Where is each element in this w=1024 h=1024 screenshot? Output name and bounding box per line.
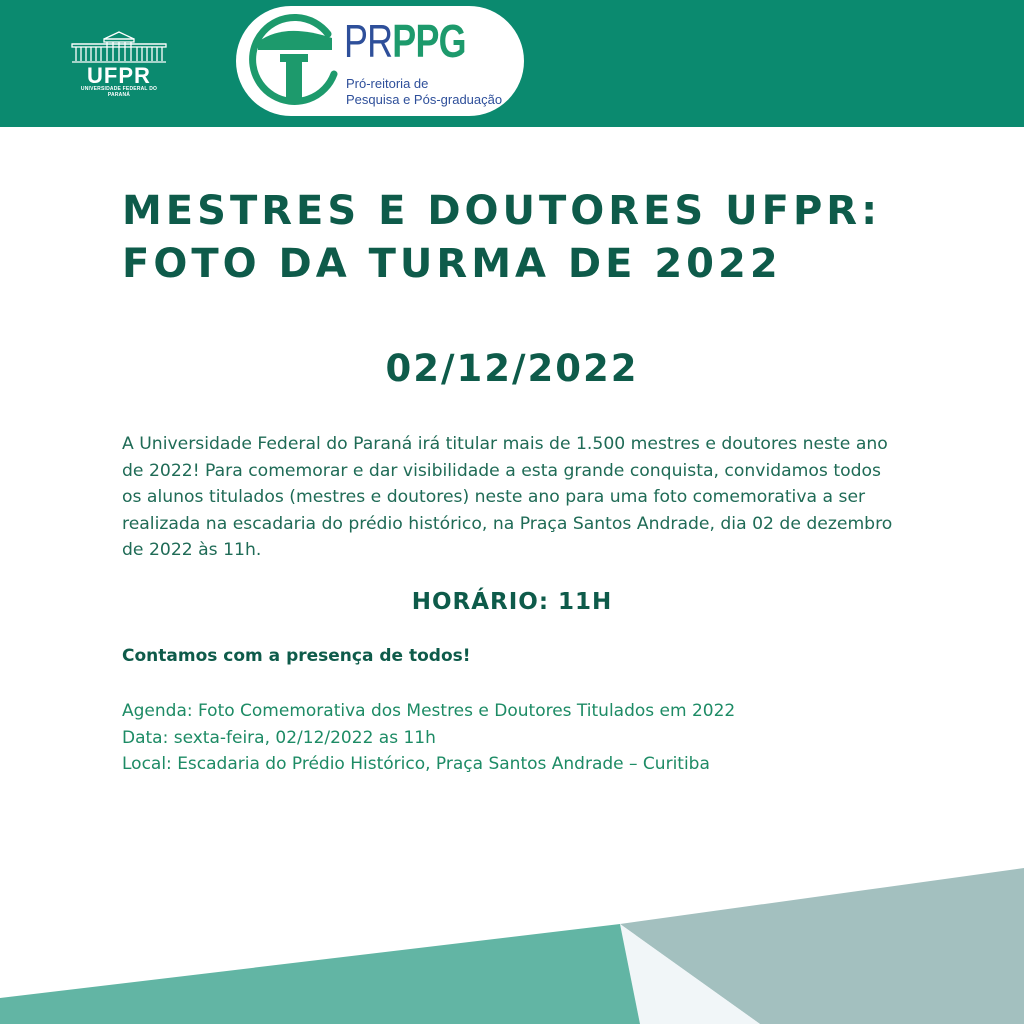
event-date: 02/12/2022 — [385, 347, 639, 390]
prppg-acronym-pr: PR — [344, 15, 393, 67]
closing-message: Contamos com a presença de todos! — [122, 646, 471, 666]
header-banner — [0, 0, 1024, 127]
details-agenda: Agenda: Foto Comemorativa dos Mestres e Doutores Titulados em 2022 — [122, 701, 736, 721]
prppg-subtitle-line1: Pró-reitoria de — [346, 76, 429, 91]
prppg-subtitle-line2: Pesquisa e Pós-graduação — [346, 92, 503, 107]
ufpr-logo-text: UFPR — [87, 63, 151, 88]
title-line1: MESTRES E DOUTORES UFPR: — [122, 188, 882, 234]
ufpr-building-icon — [70, 30, 168, 64]
details-date: Data: sexta-feira, 02/12/2022 as 11h — [122, 727, 436, 748]
event-time: HORÁRIO: 11H — [411, 589, 613, 615]
decorative-corner-shapes — [0, 860, 1024, 1024]
details-location: Local: Escadaria do Prédio Histórico, Praça Santos Andrade – Curitiba — [122, 754, 710, 774]
ufpr-logo — [70, 30, 168, 96]
event-details — [122, 698, 735, 778]
prppg-acronym — [344, 16, 466, 66]
announcement-text: A Universidade Federal do Paraná irá titular mais de 1.500 mestres e doutores neste ano de 2022! Para comemorar e dar visibilidade a esta grande conquista, convidamos todos os alunos titulados (mestres e doutores) neste ano para uma foto comemorativa a ser realizada na escadaria do prédio histórico, na Praça Santos Andrade, dia 02 de dezembro de 2022 às 11h. — [122, 434, 893, 561]
page-title — [122, 185, 922, 291]
prppg-column-icon — [244, 12, 342, 110]
prppg-logo — [236, 6, 524, 116]
decor-teal-shape — [0, 924, 640, 1024]
prppg-acronym-ppg: PPG — [392, 15, 466, 67]
title-line2: FOTO DA TURMA DE 2022 — [122, 241, 782, 287]
ufpr-logo-subtitle: UNIVERSIDADE FEDERAL DO PARANÁ — [80, 86, 158, 98]
